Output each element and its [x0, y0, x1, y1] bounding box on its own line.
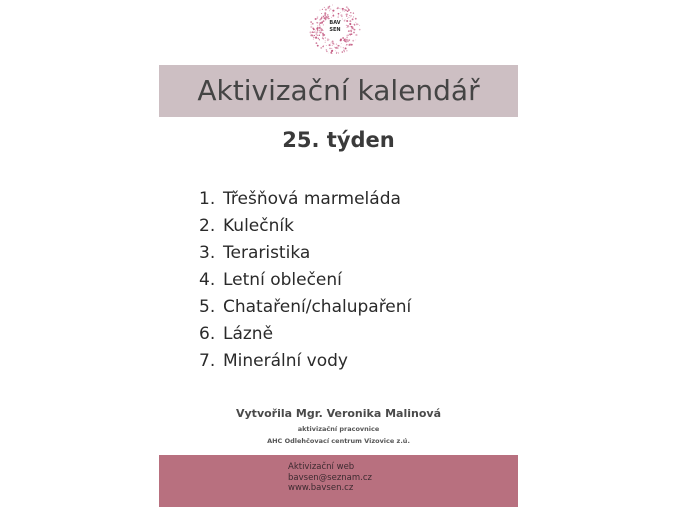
list-item-number: 2.: [199, 216, 216, 236]
list-item: [199, 348, 411, 375]
list-item: [199, 186, 411, 213]
footer-website: www.bavsen.cz: [288, 483, 354, 493]
list-item-label: Kulečník: [223, 216, 294, 236]
list-item-number: 5.: [199, 297, 216, 317]
footer-band: [159, 455, 518, 507]
list-item-number: 7.: [199, 351, 216, 371]
page-title: Aktivizační kalendář: [197, 74, 480, 107]
week-heading: 25. týden: [282, 128, 395, 152]
list-item-label: Chataření/chalupaření: [223, 297, 412, 317]
list-item: [199, 321, 411, 348]
title-band: [159, 65, 518, 117]
footer-email: bavsen@seznam.cz: [288, 472, 373, 483]
logo-text-line2: SEN: [329, 27, 341, 33]
author-role: aktivizační pracovnice: [297, 425, 380, 433]
topic-list: [199, 186, 411, 375]
list-item: [199, 267, 411, 294]
list-item: [199, 240, 411, 267]
list-item-number: 6.: [199, 324, 216, 344]
list-item-number: 1.: [199, 189, 216, 209]
logo-text-line1: BAV: [329, 20, 341, 26]
list-item-label: Letní oblečení: [223, 270, 342, 290]
bavsen-logo: [307, 3, 363, 55]
list-item: [199, 213, 411, 240]
list-item-number: 4.: [199, 270, 216, 290]
list-item-number: 3.: [199, 243, 216, 263]
list-item: [199, 294, 411, 321]
footer-contact: [288, 462, 372, 494]
author-line: Vytvořila Mgr. Veronika Malinová: [236, 407, 441, 420]
list-item-label: Teraristika: [223, 243, 311, 263]
footer-web-label: Aktivizační web: [288, 462, 355, 472]
list-item-label: Třešňová marmeláda: [223, 189, 401, 209]
list-item-label: Minerální vody: [223, 351, 348, 371]
author-organization: AHC Odlehčovací centrum Vizovice z.ú.: [267, 437, 410, 445]
logo-text: [325, 20, 345, 34]
calendar-sheet: [159, 0, 518, 507]
list-item-label: Lázně: [223, 324, 274, 344]
